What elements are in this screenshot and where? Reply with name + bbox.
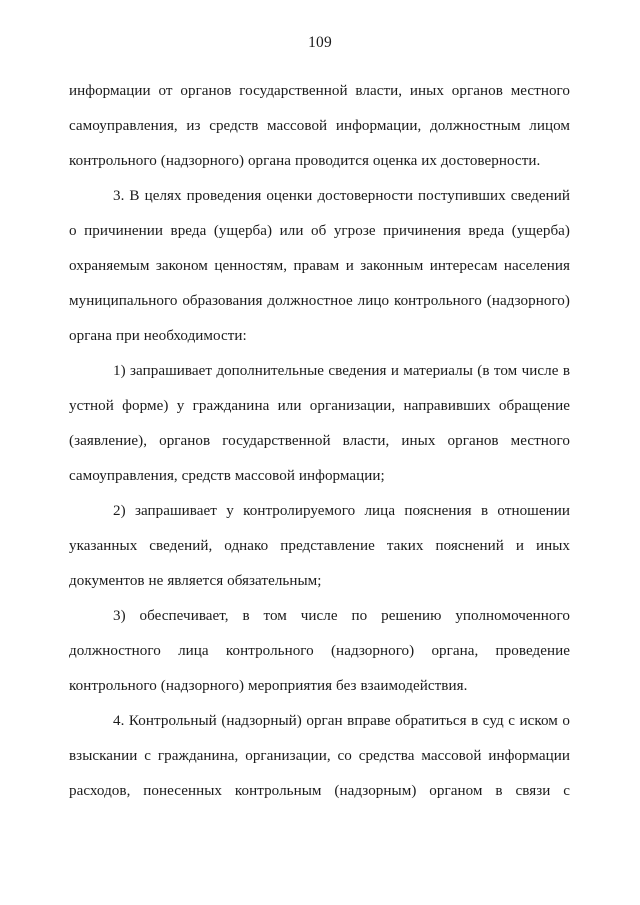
text-body-clip bbox=[69, 74, 570, 799]
paragraph-subitem-3: 3) обеспечивает, в том числе по решению уполномоченного должностного лица контрольного (надзорного) органа, проведение контрольного (надзорного) мероприятия без взаимодействия. bbox=[69, 608, 570, 694]
page-number: 109 bbox=[308, 34, 332, 51]
paragraph-subitem-1: 1) запрашивает дополнительные сведения и материалы (в том числе в устной форме) у гражданина или организации, направивших обращение (заявление), органов государственной власти, иных органов местного самоуправления, средств массовой информации; bbox=[69, 363, 570, 484]
paragraph-item-3: 3. В целях проведения оценки достоверности поступивших сведений о причинении вреда (ущерба) или об угрозе причинения вреда (ущерба) охраняемым законом ценностям, правам и законным интересам населения муниципального образования должностное лицо контрольного (надзорного) органа при необходимости: bbox=[69, 188, 570, 344]
paragraph-continuation: информации от органов государственной власти, иных органов местного самоуправления, из средств массовой информации, должностным лицом контрольного (надзорного) органа проводится оценка их достоверности. bbox=[69, 83, 570, 169]
text-body bbox=[69, 74, 570, 799]
paragraph-item-4: 4. Контрольный (надзорный) орган вправе обратиться в суд с иском о взыскании с гражданина, организации, со средства массовой информации расходов, понесенных контрольным (надзорным) органом в связи с bbox=[69, 713, 570, 799]
paragraph-subitem-2: 2) запрашивает у контролируемого лица пояснения в отношении указанных сведений, однако представление таких пояснений и иных документов не является обязательным; bbox=[69, 503, 570, 589]
